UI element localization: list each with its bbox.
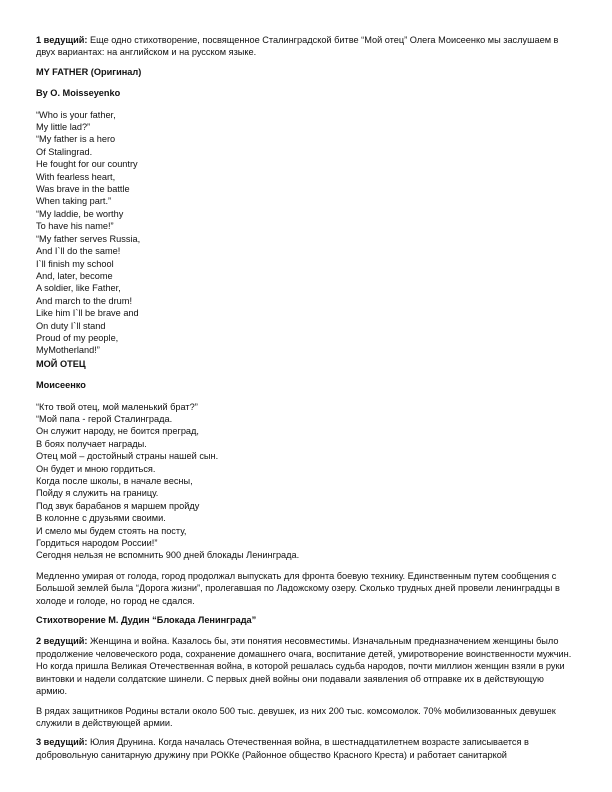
poem-line: And march to the drum!	[36, 295, 133, 306]
poem-line: В боях получает награды.	[36, 438, 147, 449]
poem-line: “Кто твой отец, мой маленький брат?”	[36, 401, 198, 412]
poem-line: Он будет и мною гордиться.	[36, 463, 156, 474]
poem-line: Пойду я служить на границу.	[36, 488, 159, 499]
russian-author: Моисеенко	[36, 380, 86, 391]
poem-line: With fearless heart,	[36, 171, 116, 182]
blockade-paragraph: Медленно умирая от голода, город продолжал выпускать для фронта боевую технику. Единственным путем сообщения с Большой землей была “Дорога жизни”, пролегавшая по Ладожскому озеру. Сколько трудных дней провели ленинградцы в холоде и голоде, но город не сдался.	[36, 570, 560, 606]
poem-line: My little lad?”	[36, 122, 91, 133]
poem-line: И смело мы будем стоять на посту,	[36, 525, 187, 536]
russian-poem	[36, 401, 576, 562]
poem-line: When taking part.”	[36, 196, 112, 207]
poem-line: “Мой папа - герой Сталинграда.	[36, 413, 173, 424]
poem-line: Отец мой – достойный страны нашей сын.	[36, 451, 219, 462]
poem-line: I`ll finish my school	[36, 258, 114, 269]
poem-line: Was brave in the battle	[36, 184, 130, 195]
poem-line: Гордиться народом России!”	[36, 538, 158, 549]
poem-line: To have his name!”	[36, 221, 114, 232]
poem-line: MyMotherland!”	[36, 345, 100, 356]
intro-text: Еще одно стихотворение, посвященное Сталинградской битве “Мой отец” Олега Моисеенко мы заслушаем в двух вариантах: на английском и на русском языке.	[36, 35, 559, 58]
poem-line: Он служит народу, не боится преград,	[36, 426, 199, 437]
speaker-label: 1 ведущий:	[36, 35, 88, 45]
speaker2-text: Женщина и война. Казалось бы, эти понятия несовместимы. Изначальным предназначением женщины было продолжение человеческого рода, сохранение домашнего очага, воспитание детей, умиротворение воинственности мужчин. Но когда пришла Великая Отечественная война, в которой решалась судьба народов, почти миллион женщин взяли в руки винтовки и надели солдатские шинели. С первых дней войны они подавали заявления об отправке их в действующую армию.	[36, 636, 572, 697]
poem-line: And, later, become	[36, 270, 113, 281]
poem-line: Когда после школы, в начале весны,	[36, 476, 193, 486]
english-poem	[36, 109, 576, 357]
poem-line: “Who is your father,	[36, 109, 116, 120]
defenders-paragraph: В рядах защитников Родины встали около 500 тыс. девушек, из них 200 тыс. комсомолок. 70% мобилизованных девушек служили в действующей армии.	[36, 705, 556, 728]
intro-paragraph	[36, 34, 576, 59]
poem-line: Под звук барабанов я маршем пройду	[36, 500, 200, 511]
speaker3-paragraph	[36, 736, 576, 761]
english-author: By O. Moisseyenko	[36, 88, 121, 99]
speaker-label: 2 ведущий:	[36, 636, 88, 647]
poem-line: Сегодня нельзя не вспомнить 900 дней блокады Ленинграда.	[36, 550, 300, 561]
speaker2-paragraph	[36, 635, 576, 697]
speaker-label: 3 ведущий:	[36, 737, 88, 748]
poem-line: He fought for our country	[36, 159, 138, 170]
poem-line: Proud of my people,	[36, 332, 119, 343]
russian-title: МОЙ ОТЕЦ	[36, 358, 86, 369]
speaker3-text: Юлия Друнина. Когда началась Отечественная война, в шестнадцатилетнем возрасте записывается в добровольную санитарную дружину при РОККе (Районное общество Красного Креста) и работает санитаркой	[36, 737, 529, 760]
poem-line: “My father serves Russia,	[36, 233, 141, 244]
poem-line: On duty I`ll stand	[36, 320, 106, 331]
poem-line: В колонне с друзьями своими.	[36, 513, 166, 524]
dudin-title: Стихотворение М. Дудин “Блокада Ленинграда”	[36, 615, 257, 626]
poem-line: A soldier, like Father,	[36, 283, 121, 294]
poem-line: And I`ll do the same!	[36, 246, 121, 257]
poem-line: Of Stalingrad.	[36, 146, 93, 157]
poem-line: “My laddie, be worthy	[36, 208, 124, 219]
english-title: MY FATHER (Оригинал)	[36, 66, 142, 77]
poem-line: “My father is a hero	[36, 134, 116, 145]
poem-line: Like him I`ll be brave and	[36, 308, 139, 319]
document-page	[36, 34, 576, 768]
